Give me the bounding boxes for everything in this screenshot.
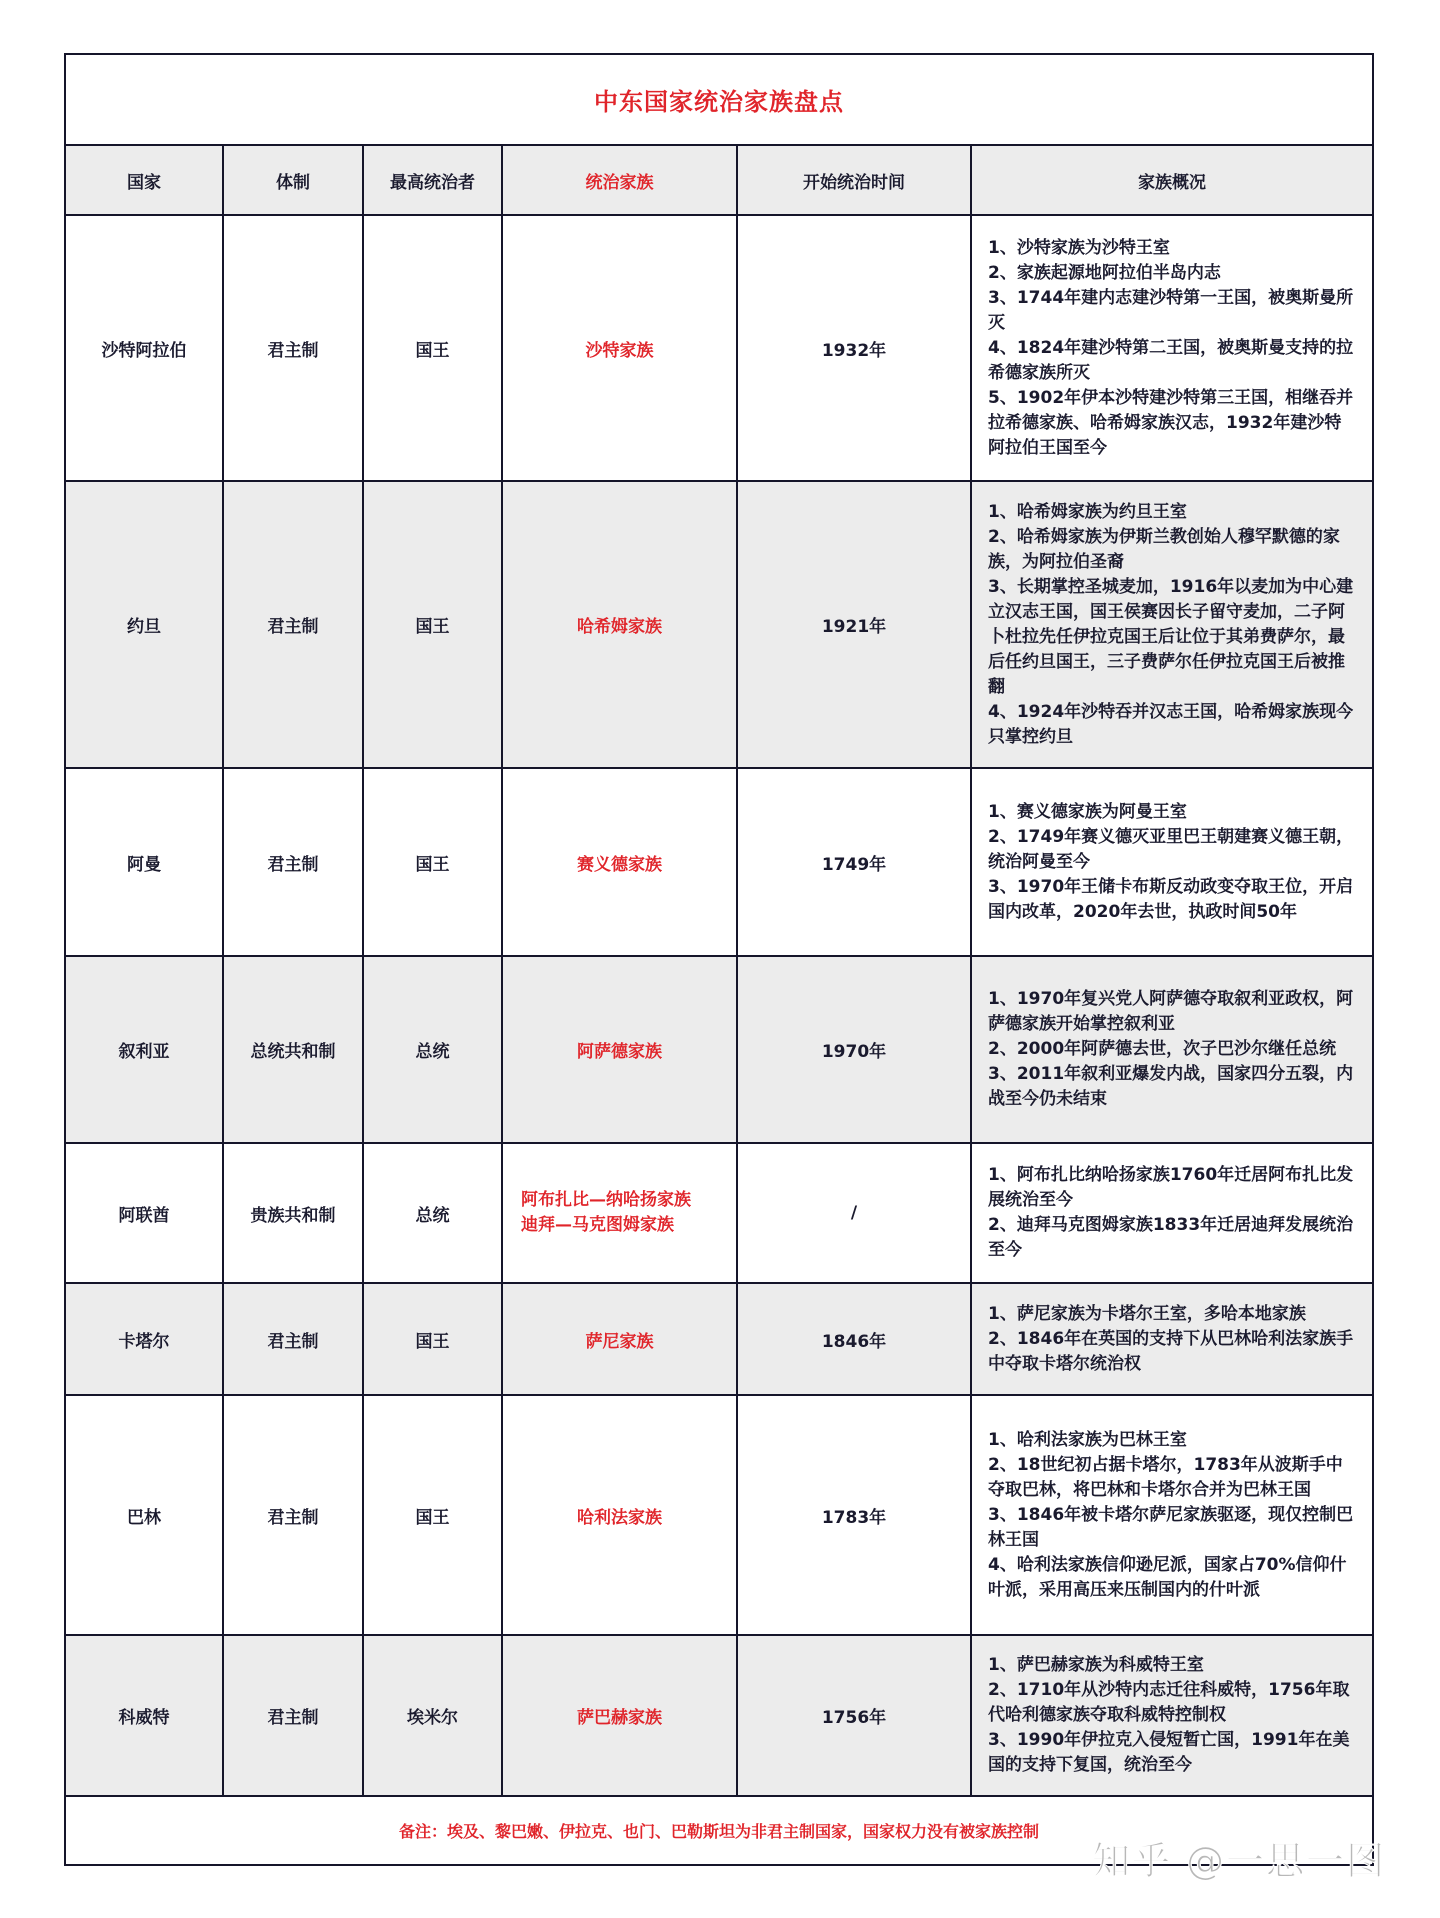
family-name: 赛义德家族 (577, 854, 662, 875)
family-name: 哈希姆家族 (577, 617, 662, 637)
overview-cell (972, 1636, 1372, 1795)
overview-list (988, 987, 1358, 1112)
overview-cell (972, 1144, 1372, 1282)
overview-cell (972, 1284, 1372, 1394)
overview-item: 3、1744年建内志建沙特第一王国，被奥斯曼所灭 (988, 287, 1354, 333)
overview-item: 2、18世纪初占据卡塔尔，1783年从波斯手中夺取巴林，将巴林和卡塔尔合并为巴林王国 (988, 1454, 1343, 1500)
ruler-cell: 国王 (364, 1284, 503, 1394)
family-cell (503, 1396, 738, 1634)
table-body (66, 216, 1372, 1797)
country-cell: 卡塔尔 (66, 1284, 224, 1394)
family-cell (503, 957, 738, 1142)
ruler-cell: 国王 (364, 1396, 503, 1634)
overview-list (988, 236, 1358, 461)
overview-item: 4、哈利法家族信仰逊尼派，国家占70%信仰什叶派，采用高压来压制国内的什叶派 (988, 1554, 1347, 1600)
title-row (66, 55, 1372, 146)
family-name: 迪拜—马克图姆家族 (521, 1215, 674, 1235)
start-year-cell: 1783年 (738, 1396, 972, 1634)
country-cell: 叙利亚 (66, 957, 224, 1142)
overview-cell (972, 769, 1372, 955)
family-cell (503, 1284, 738, 1394)
family-name: 萨巴赫家族 (577, 1708, 662, 1728)
overview-cell (972, 216, 1372, 480)
overview-list (988, 800, 1358, 925)
table-row (66, 957, 1372, 1144)
country-cell: 科威特 (66, 1636, 224, 1795)
country-cell: 沙特阿拉伯 (66, 216, 224, 480)
overview-item: 3、1846年被卡塔尔萨尼家族驱逐，现仅控制巴林王国 (988, 1504, 1354, 1550)
header-overview: 家族概况 (1138, 172, 1206, 193)
watermark: 知乎 @一思一图 (1092, 1839, 1387, 1883)
overview-item: 2、1846年在英国的支持下从巴林哈利法家族手中夺取卡塔尔统治权 (988, 1328, 1354, 1374)
ruler-cell: 埃米尔 (364, 1636, 503, 1795)
overview-item: 2、2000年阿萨德去世，次子巴沙尔继任总统 (988, 1039, 1337, 1059)
system-cell: 君主制 (224, 216, 364, 480)
start-year-cell: 1932年 (738, 216, 972, 480)
overview-cell (972, 482, 1372, 767)
system-cell: 君主制 (224, 1636, 364, 1795)
overview-list (988, 1302, 1358, 1377)
header-system: 体制 (224, 146, 364, 214)
start-year-cell: 1970年 (738, 957, 972, 1142)
start-year-cell: 1749年 (738, 769, 972, 955)
system-cell: 君主制 (224, 1396, 364, 1634)
family-cell (503, 482, 738, 767)
overview-item: 1、1970年复兴党人阿萨德夺取叙利亚政权，阿萨德家族开始掌控叙利亚 (988, 989, 1354, 1034)
overview-item: 1、沙特家族为沙特王室 (988, 237, 1170, 258)
overview-item: 3、2011年叙利亚爆发内战，国家四分五裂，内战至今仍未结束 (988, 1064, 1354, 1109)
overview-item: 3、1970年王储卡布斯反动政变夺取王位，开启国内改革，2020年去世，执政时间50年 (988, 876, 1354, 922)
overview-item: 1、萨尼家族为卡塔尔王室，多哈本地家族 (988, 1303, 1306, 1324)
family-cell (503, 1636, 738, 1795)
family-cell (503, 1144, 738, 1282)
ruler-cell: 总统 (364, 957, 503, 1142)
table-row (66, 769, 1372, 957)
table-row (66, 1144, 1372, 1284)
table-row (66, 1636, 1372, 1797)
ruler-cell: 国王 (364, 216, 503, 480)
overview-item: 1、赛义德家族为阿曼王室 (988, 801, 1187, 822)
country-cell: 阿联酋 (66, 1144, 224, 1282)
system-cell: 君主制 (224, 1284, 364, 1394)
header-start: 开始统治时间 (738, 146, 972, 214)
overview-item: 3、长期掌控圣城麦加，1916年以麦加为中心建立汉志王国，国王侯赛因长子留守麦加，二子阿卜杜拉先任伊拉克国王后让位于其弟费萨尔，最后任约旦国王，三子费萨尔任伊拉克国王后被推翻 (988, 576, 1354, 697)
country-cell: 巴林 (66, 1396, 224, 1634)
system-cell: 贵族共和制 (224, 1144, 364, 1282)
overview-list (988, 1163, 1358, 1263)
system-cell: 总统共和制 (224, 957, 364, 1142)
overview-list (988, 1653, 1358, 1778)
start-year-cell: 1756年 (738, 1636, 972, 1795)
overview-item: 2、1710年从沙特内志迁往科威特，1756年取代哈利德家族夺取科威特控制权 (988, 1680, 1350, 1725)
overview-item: 1、哈利法家族为巴林王室 (988, 1429, 1187, 1450)
overview-item: 1、萨巴赫家族为科威特王室 (988, 1655, 1204, 1675)
overview-item: 4、1924年沙特吞并汉志王国，哈希姆家族现今只掌控约旦 (988, 701, 1354, 747)
family-name: 哈利法家族 (577, 1507, 662, 1528)
start-year-cell: 1921年 (738, 482, 972, 767)
header-row (66, 146, 1372, 216)
overview-list (988, 1428, 1358, 1603)
start-year-cell: / (738, 1144, 972, 1282)
start-year-cell: 1846年 (738, 1284, 972, 1394)
family-cell (503, 216, 738, 480)
country-cell: 约旦 (66, 482, 224, 767)
overview-item: 4、1824年建沙特第二王国，被奥斯曼支持的拉希德家族所灭 (988, 337, 1354, 383)
system-cell: 君主制 (224, 769, 364, 955)
header-country: 国家 (66, 146, 224, 214)
table-row (66, 482, 1372, 769)
header-ruler: 最高统治者 (364, 146, 503, 214)
overview-item: 1、哈希姆家族为约旦王室 (988, 501, 1187, 522)
overview-item: 2、家族起源地阿拉伯半岛内志 (988, 262, 1221, 283)
overview-cell (972, 1396, 1372, 1634)
table-row (66, 1284, 1372, 1396)
overview-item: 2、迪拜马克图姆家族1833年迁居迪拜发展统治至今 (988, 1215, 1354, 1260)
header-family: 统治家族 (503, 146, 738, 214)
overview-list (988, 500, 1358, 750)
table-title: 中东国家统治家族盘点 (594, 88, 844, 116)
overview-item: 2、哈希姆家族为伊斯兰教创始人穆罕默德的家族，为阿拉伯圣裔 (988, 526, 1340, 572)
ruling-families-table (64, 53, 1374, 1866)
ruler-cell: 总统 (364, 1144, 503, 1282)
ruler-cell: 国王 (364, 482, 503, 767)
overview-cell (972, 957, 1372, 1142)
family-name: 阿萨德家族 (577, 1042, 662, 1062)
family-name: 萨尼家族 (585, 1331, 654, 1352)
system-cell: 君主制 (224, 482, 364, 767)
table-row (66, 1396, 1372, 1636)
family-name: 阿布扎比—纳哈扬家族 (521, 1190, 691, 1210)
family-cell (503, 769, 738, 955)
overview-item: 5、1902年伊本沙特建沙特第三王国，相继吞并拉希德家族、哈希姆家族汉志，1932年建沙特阿拉伯王国至今 (988, 387, 1354, 458)
overview-item: 3、1990年伊拉克入侵短暂亡国，1991年在美国的支持下复国，统治至今 (988, 1730, 1350, 1775)
overview-item: 2、1749年赛义德灭亚里巴王朝建赛义德王朝，统治阿曼至今 (988, 826, 1354, 872)
ruler-cell: 国王 (364, 769, 503, 955)
overview-item: 1、阿布扎比纳哈扬家族1760年迁居阿布扎比发展统治至今 (988, 1165, 1354, 1210)
country-cell: 阿曼 (66, 769, 224, 955)
footer-note: 备注：埃及、黎巴嫩、伊拉克、也门、巴勒斯坦为非君主制国家，国家权力没有被家族控制 (398, 1822, 1039, 1841)
family-name: 沙特家族 (585, 340, 654, 361)
table-row (66, 216, 1372, 482)
